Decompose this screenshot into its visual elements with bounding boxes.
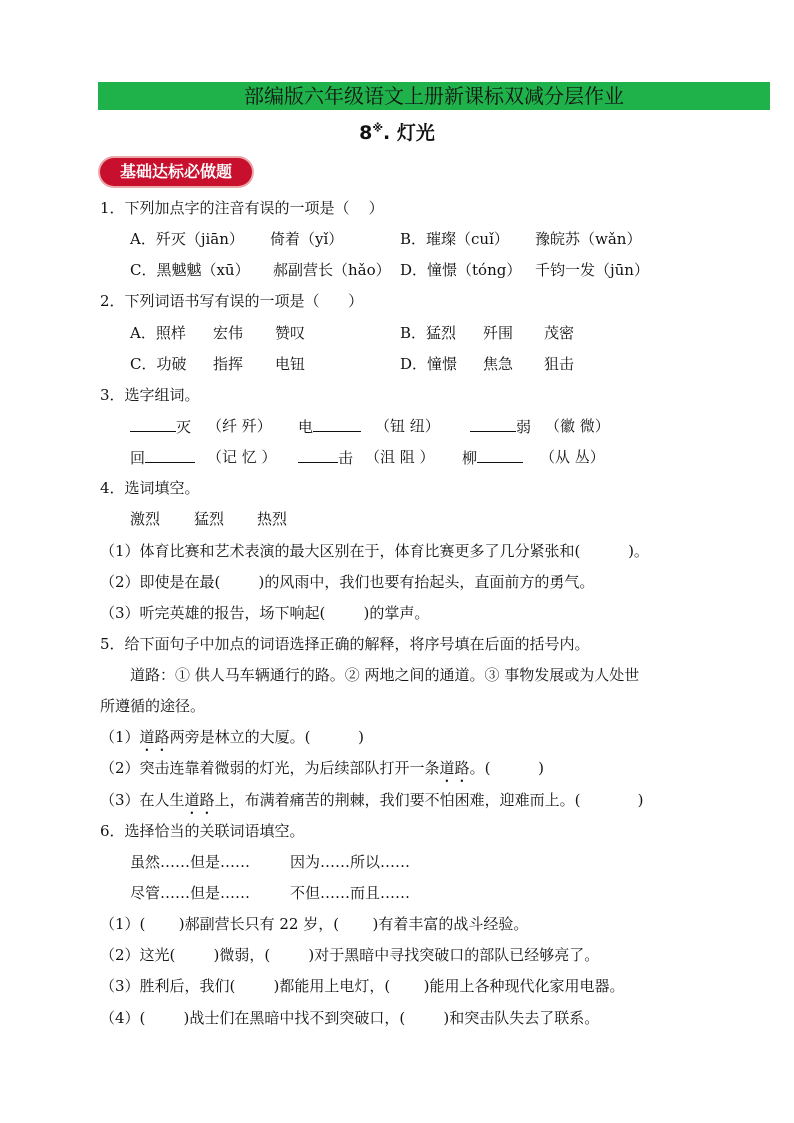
q1-option-a2: 倚着（yǐ） (270, 230, 344, 248)
q5-stem: 5．给下面句子中加点的词语选择正确的解释，将序号填在后面的括号内。 (100, 635, 590, 653)
series-banner (98, 82, 770, 110)
q1-option-c2: 郝副营长（hǎo） (273, 261, 391, 279)
q2-option-c-word3: 电钮 (275, 355, 306, 373)
q3-item-4: 回 (130, 447, 195, 468)
q3-item-1: 灭 (130, 416, 191, 437)
q2-option-d: D．憧憬 (400, 355, 458, 373)
q5-definition-line-2: 所遵循的途径。 (100, 697, 206, 715)
q2-stem: 2．下列词语书写有误的一项是（ ） (100, 292, 364, 310)
q4-sentence-2: （2）即使是在最( )的风雨中，我们也要有抬起头，直面前方的勇气。 (100, 573, 595, 591)
q3-item-3: 弱 (470, 416, 531, 437)
q3-options-4: （记 忆 ） (207, 448, 277, 466)
q3-item-6: 柳 (462, 447, 523, 468)
q3-item-2: 电 (298, 416, 361, 437)
q3-blank-3[interactable] (470, 416, 516, 432)
q2-option-a: A．照样 (130, 324, 186, 342)
title-number: 8 (359, 122, 373, 144)
section-label: 基础达标必做题 (100, 158, 252, 186)
q3-blank-2[interactable] (313, 416, 361, 432)
q4-word-1: 激烈 (130, 510, 161, 528)
q4-word-2: 猛烈 (194, 510, 225, 528)
q1-option-b2: 豫皖苏（wǎn） (535, 230, 642, 248)
q2-option-b-word3: 茂密 (544, 324, 575, 342)
q3-blank-6[interactable] (477, 447, 523, 463)
q3-options-2: （钮 纽） (375, 417, 440, 435)
q3-blank-1[interactable] (130, 416, 176, 432)
q2-option-b: B．猛烈 (400, 324, 457, 342)
q6-sentence-2: （2）这光( )微弱，( )对于黑暗中寻找突破口的部队已经够亮了。 (100, 946, 600, 964)
q3-item-5: 击 (298, 447, 353, 468)
q4-word-3: 热烈 (257, 510, 288, 528)
q3-options-1: （纤 歼） (207, 417, 272, 435)
q1-option-a1: A．歼灭（jiān） (130, 230, 244, 248)
q5-sentence-3: （3）在人生道路上，布满着痛苦的荆棘，我们要不怕困难，迎难而上。( ) (100, 791, 644, 809)
q1-option-d1: D．憧憬（tóng） (400, 261, 522, 279)
q2-option-a-word3: 赞叹 (275, 324, 306, 342)
q3-options-3: （徽 微） (545, 417, 610, 435)
q5-definition-line-1: 道路：① 供人马车辆通行的路。② 两地之间的通道。③ 事物发展或为人处世 (130, 666, 640, 684)
banner-text: 部编版六年级语文上册新课标双减分层作业 (244, 84, 624, 108)
q6-sentence-1: （1）( )郝副营长只有 22 岁，( )有着丰富的战斗经验。 (100, 915, 529, 933)
q2-option-c-word2: 指挥 (213, 355, 244, 373)
q6-sentence-4: （4）( )战士们在黑暗中找不到突破口，( )和突击队失去了联系。 (100, 1009, 600, 1027)
q3-stem: 3．选字组词。 (100, 386, 200, 404)
q6-pair-1: 虽然……但是…… (130, 853, 251, 871)
dotted-word: 道路 (139, 728, 170, 746)
q3-options-5: （沮 阻 ） (365, 448, 435, 466)
q2-option-d-word3: 狙击 (544, 355, 575, 373)
q1-stem: 1．下列加点字的注音有误的一项是（ ） (100, 199, 384, 217)
q4-sentence-1: （1）体育比赛和艺术表演的最大区别在于，体育比赛更多了几分紧张和( )。 (100, 542, 649, 560)
q6-pair-2: 因为……所以…… (290, 853, 411, 871)
q4-stem: 4．选词填空。 (100, 479, 200, 497)
q3-blank-4[interactable] (145, 447, 195, 463)
q2-option-c: C．功破 (130, 355, 187, 373)
q1-option-d2: 千钧一发（jūn） (535, 261, 649, 279)
q4-sentence-3: （3）听完英雄的报告，场下响起( )的掌声。 (100, 604, 430, 622)
title-text: . 灯光 (383, 122, 435, 144)
q2-option-d-word2: 焦急 (483, 355, 514, 373)
q3-blank-5[interactable] (298, 447, 338, 463)
q3-options-6: （从 丛） (540, 448, 605, 466)
q1-option-b1: B．璀璨（cuǐ） (400, 230, 509, 248)
q6-pair-3: 尽管……但是…… (130, 884, 251, 902)
dotted-word: 道路 (439, 759, 470, 777)
dotted-word: 道路 (184, 791, 215, 809)
q6-stem: 6．选择恰当的关联词语填空。 (100, 822, 305, 840)
title-mark: ※ (372, 121, 384, 135)
q5-sentence-2: （2）突击连靠着微弱的灯光，为后续部队打开一条道路。( ) (100, 759, 544, 777)
q6-pair-4: 不但……而且…… (290, 884, 411, 902)
q6-sentence-3: （3）胜利后，我们( )都能用上电灯，( )能用上各种现代化家用电器。 (100, 977, 625, 995)
q2-option-a-word2: 宏伟 (213, 324, 244, 342)
page-title (0, 118, 794, 145)
q1-option-c1: C．黑魆魆（xū） (130, 261, 250, 279)
q5-sentence-1: （1）道路两旁是林立的大厦。( ) (100, 728, 364, 746)
q2-option-b-word2: 歼围 (483, 324, 514, 342)
